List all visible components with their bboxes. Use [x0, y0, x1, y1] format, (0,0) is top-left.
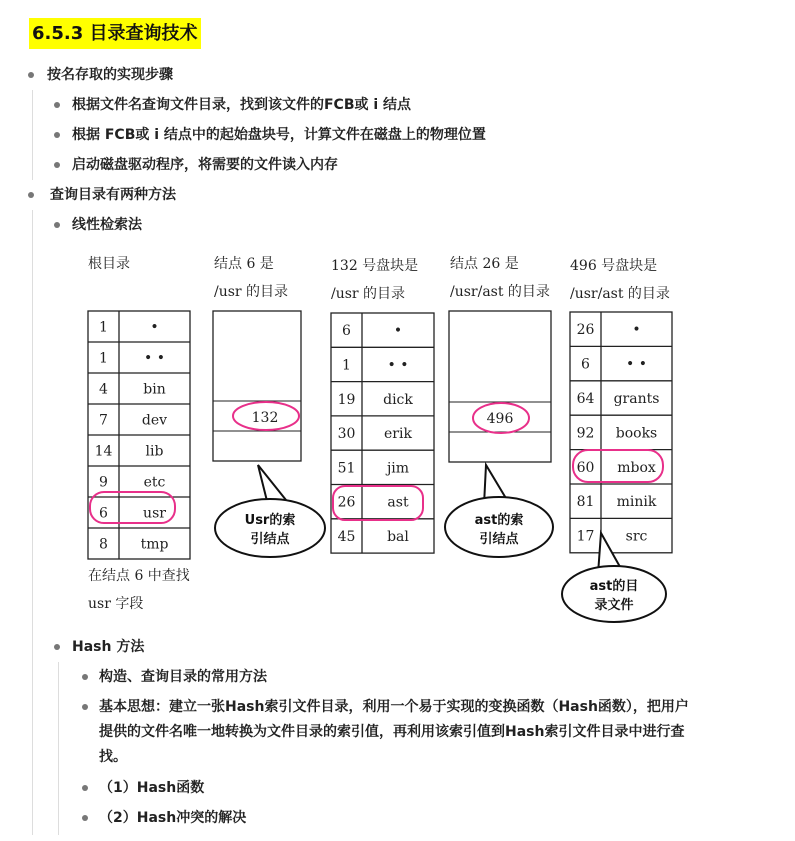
list-item: 线性检索法: [72, 217, 142, 233]
caption: 根目录: [88, 256, 130, 272]
list-item: 启动磁盘驱动程序，将需要的文件读入内存: [72, 157, 338, 173]
inode-number-cell: 30: [337, 426, 356, 443]
filename-cell: usr: [143, 505, 166, 522]
filename-cell: ast: [387, 494, 409, 511]
inode-number-cell: 17: [576, 528, 595, 545]
inode-number-cell: 14: [94, 443, 113, 460]
bullet: [54, 644, 60, 650]
inode-number-cell: 81: [576, 494, 595, 511]
list-item: 基本思想：建立一张Hash索引文件目录，利用一个易于实现的变换函数（Hash函数），把用户: [99, 699, 689, 715]
inode-number-cell: 4: [99, 381, 108, 398]
section-heading: 6.5.3 目录查询技术: [29, 18, 201, 49]
filename-cell: tmp: [140, 536, 169, 553]
filename-cell: minik: [616, 494, 657, 511]
callout-text: Usr的索: [244, 513, 296, 528]
filename-cell: bal: [387, 528, 409, 545]
filename-cell: jim: [386, 460, 410, 477]
list-item: （2）Hash冲突的解决: [99, 810, 247, 826]
inode-number-cell: 6: [342, 323, 351, 340]
inode-number-cell: 45: [337, 528, 356, 545]
filename-cell: books: [615, 425, 658, 442]
caption: /usr/ast 的目录: [570, 286, 670, 302]
list-item: 根据文件名查询文件目录，找到该文件的FCB或 i 结点: [72, 97, 412, 113]
callout-text: 录文件: [594, 598, 634, 613]
list-item: 按名存取的实现步骤: [47, 67, 173, 83]
list-item: 根据 FCB或 i 结点中的起始盘块号，计算文件在磁盘上的物理位置: [72, 127, 486, 143]
caption: /usr/ast 的目录: [450, 284, 550, 300]
inode-number-cell: 64: [576, 391, 595, 407]
inode-number-cell: 60: [576, 459, 595, 476]
caption: 132 号盘块是: [331, 258, 419, 274]
inode-number-cell: 26: [337, 494, 356, 511]
filename-cell: src: [625, 528, 648, 545]
filename-cell: grants: [613, 391, 660, 407]
list-item: Hash 方法: [72, 639, 145, 655]
bullet: [82, 704, 88, 710]
filename-cell: • •: [387, 357, 409, 374]
caption: 496 号盘块是: [570, 258, 658, 274]
filename-cell: erik: [384, 426, 412, 443]
filename-cell: •: [150, 319, 159, 336]
inode-26-box: [449, 311, 551, 462]
filename-cell: lib: [145, 443, 164, 460]
filename-cell: •: [393, 323, 403, 340]
caption: /usr 的目录: [331, 286, 406, 302]
filename-cell: mbox: [617, 459, 656, 476]
callout-text: ast的目: [589, 579, 639, 594]
inode-number-cell: 51: [337, 460, 356, 477]
caption: 在结点 6 中查找: [88, 568, 190, 584]
inode-number-cell: 19: [337, 391, 356, 408]
inode-number-cell: 8: [99, 536, 108, 553]
inode-value: 132: [251, 410, 279, 426]
list-item-cont: 找。: [99, 749, 127, 765]
filename-cell: • •: [626, 356, 647, 373]
caption: 结点 26 是: [450, 256, 519, 272]
caption: 结点 6 是: [214, 256, 274, 272]
bullet: [82, 815, 88, 821]
callout-text: 引结点: [250, 532, 290, 547]
filename-cell: • •: [144, 350, 165, 367]
callout-text: 引结点: [479, 532, 519, 547]
filename-cell: bin: [143, 381, 166, 398]
inode-number-cell: 7: [99, 412, 108, 429]
caption: usr 字段: [88, 596, 144, 612]
inode-number-cell: 1: [99, 350, 108, 367]
list-item: 构造、查询目录的常用方法: [99, 669, 267, 685]
inode-number-cell: 92: [576, 425, 595, 442]
callout-text: ast的索: [474, 513, 524, 528]
bullet: [82, 674, 88, 680]
filename-cell: •: [632, 322, 641, 339]
inode-value: 496: [486, 411, 514, 427]
inode-number-cell: 1: [99, 319, 108, 336]
list-item-cont: 提供的文件名唯一地转换为文件目录的索引值，再利用该索引值到Hash索引文件目录中进行查: [99, 724, 685, 740]
inode-number-cell: 26: [576, 322, 595, 339]
inode-6-box: [213, 311, 301, 461]
list-item: （1）Hash函数: [99, 780, 205, 796]
filename-cell: dev: [141, 412, 168, 429]
inode-number-cell: 9: [99, 474, 108, 491]
inode-number-cell: 6: [99, 505, 108, 522]
list-item: 查询目录有两种方法: [50, 187, 176, 203]
bullet: [82, 785, 88, 791]
inode-number-cell: 6: [581, 356, 590, 373]
filename-cell: dick: [383, 391, 413, 408]
inode-number-cell: 1: [342, 357, 351, 374]
caption: /usr 的目录: [214, 284, 289, 300]
filename-cell: etc: [143, 474, 166, 491]
